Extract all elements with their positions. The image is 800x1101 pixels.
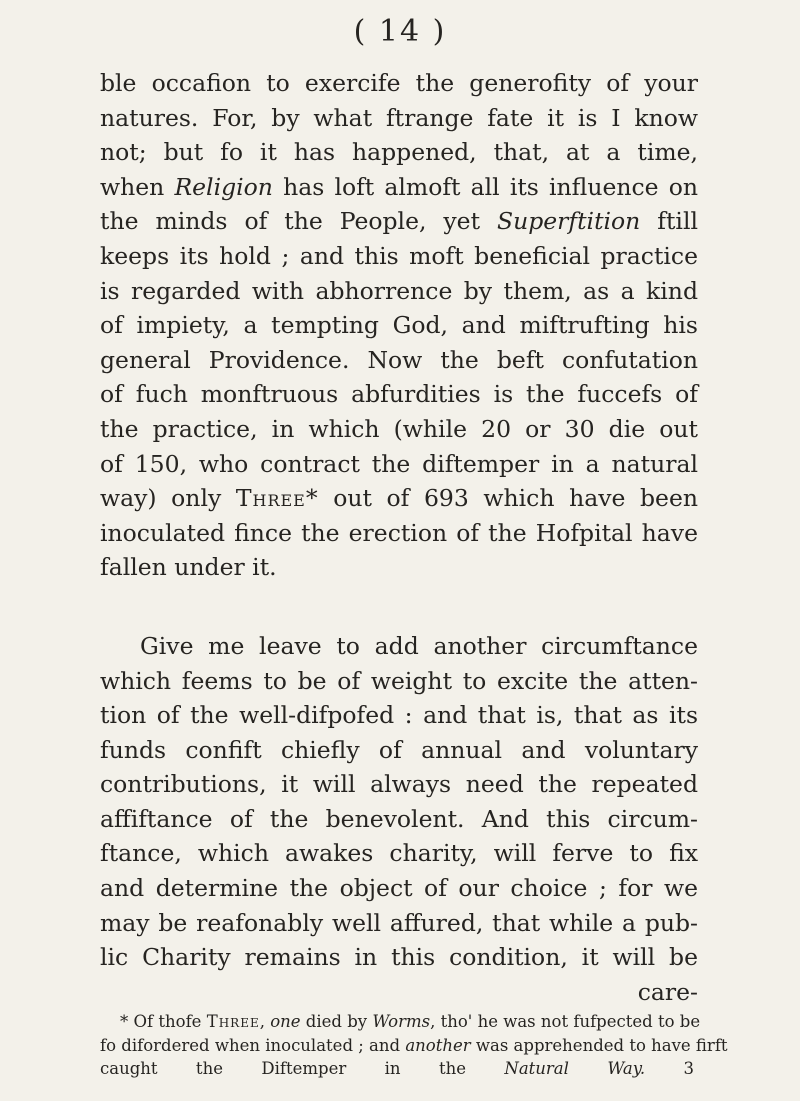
text-line: may be reafonably well affured, that while a pub-: [100, 908, 698, 937]
text-run: when: [100, 172, 175, 201]
italic-natural-way: Natural Way.: [504, 1059, 646, 1078]
text-run: ftill: [640, 207, 698, 236]
footnote-line: [100, 1057, 694, 1081]
text-line: funds confift chiefly of annual and voluntary: [100, 735, 698, 764]
text-line: Give me leave to add another circumftance: [140, 631, 698, 660]
text-line: fallen under it.: [100, 553, 277, 582]
text-run: the minds of the People, yet: [100, 207, 497, 236]
text-line: [100, 170, 698, 205]
text-line: of fuch monftruous abfurdities is the fuccefs of: [100, 380, 698, 409]
italic-word-superstition: Superftition: [497, 207, 641, 236]
footnote-line: [100, 1010, 701, 1034]
text-line: lic Charity remains in this condition, it will be: [100, 943, 698, 972]
paragraph-1: [100, 66, 698, 585]
text-run: * Of thofe: [120, 1012, 207, 1031]
text-run: out of 693 which have been: [318, 484, 698, 513]
text-line: [100, 204, 698, 239]
text-line: is regarded with abhorrence by them, as a kind: [100, 276, 698, 305]
text-run: caught the Diftemper in the: [100, 1059, 505, 1078]
footnote: [100, 1010, 728, 1081]
text-line: inoculated fince the erection of the Hofpital have: [100, 518, 698, 547]
footnote-reference: Three*: [235, 484, 319, 513]
text-line: natures. For, by what ftrange fate it is I know: [100, 103, 698, 132]
text-line: the practice, in which (while 20 or 30 die out: [100, 414, 698, 443]
text-line: not; but fo it has happened, that, at a time,: [100, 138, 698, 167]
text-line: ftance, which awakes charity, will ferve to fix: [100, 839, 698, 868]
italic-word-religion: Religion: [174, 172, 273, 201]
text-line: [100, 481, 698, 516]
text-line: tion of the well-difpofed : and that is, that as its: [100, 701, 698, 730]
text-line: keeps its hold ; and this moft beneficial practice: [100, 241, 698, 270]
small-caps-three: Three: [206, 1012, 260, 1031]
text-run: ,: [259, 1012, 271, 1031]
text-run: has loft almoft all its influence on: [272, 172, 698, 201]
text-run: died by: [300, 1012, 373, 1031]
text-run: , tho' he was not fufpected to be: [430, 1012, 701, 1031]
paragraph-2: [100, 629, 698, 1010]
text-line: and determine the object of our choice ; for we: [100, 874, 698, 903]
signature-mark: 3: [683, 1059, 694, 1078]
text-run: fo difordered when inoculated ; and: [100, 1035, 406, 1055]
main-text: [100, 66, 698, 1009]
catchword: care-: [637, 977, 698, 1006]
paragraph-gap: [100, 585, 698, 629]
italic-word-another: another: [405, 1035, 471, 1055]
text-line: general Providence. Now the beft confutation: [100, 345, 698, 374]
text-line: which feems to be of weight to excite the atten-: [100, 666, 698, 695]
italic-word-worms: Worms: [372, 1012, 431, 1031]
text-line: of 150, who contract the diftemper in a natural: [100, 449, 698, 478]
footnote-line: [100, 1034, 728, 1058]
text-line: ble occafion to exercife the generofity of your: [100, 69, 698, 97]
text-line: of impiety, a tempting God, and miftrufting his: [100, 311, 698, 340]
text-line: affiftance of the benevolent. And this circum-: [100, 804, 698, 833]
italic-word-one: one: [270, 1012, 301, 1031]
text-run: was apprehended to have firft: [470, 1035, 728, 1055]
page-number: ( 14 ): [353, 14, 447, 49]
text-run: way) only: [100, 484, 236, 513]
text-line: contributions, it will always need the repeated: [100, 770, 698, 799]
